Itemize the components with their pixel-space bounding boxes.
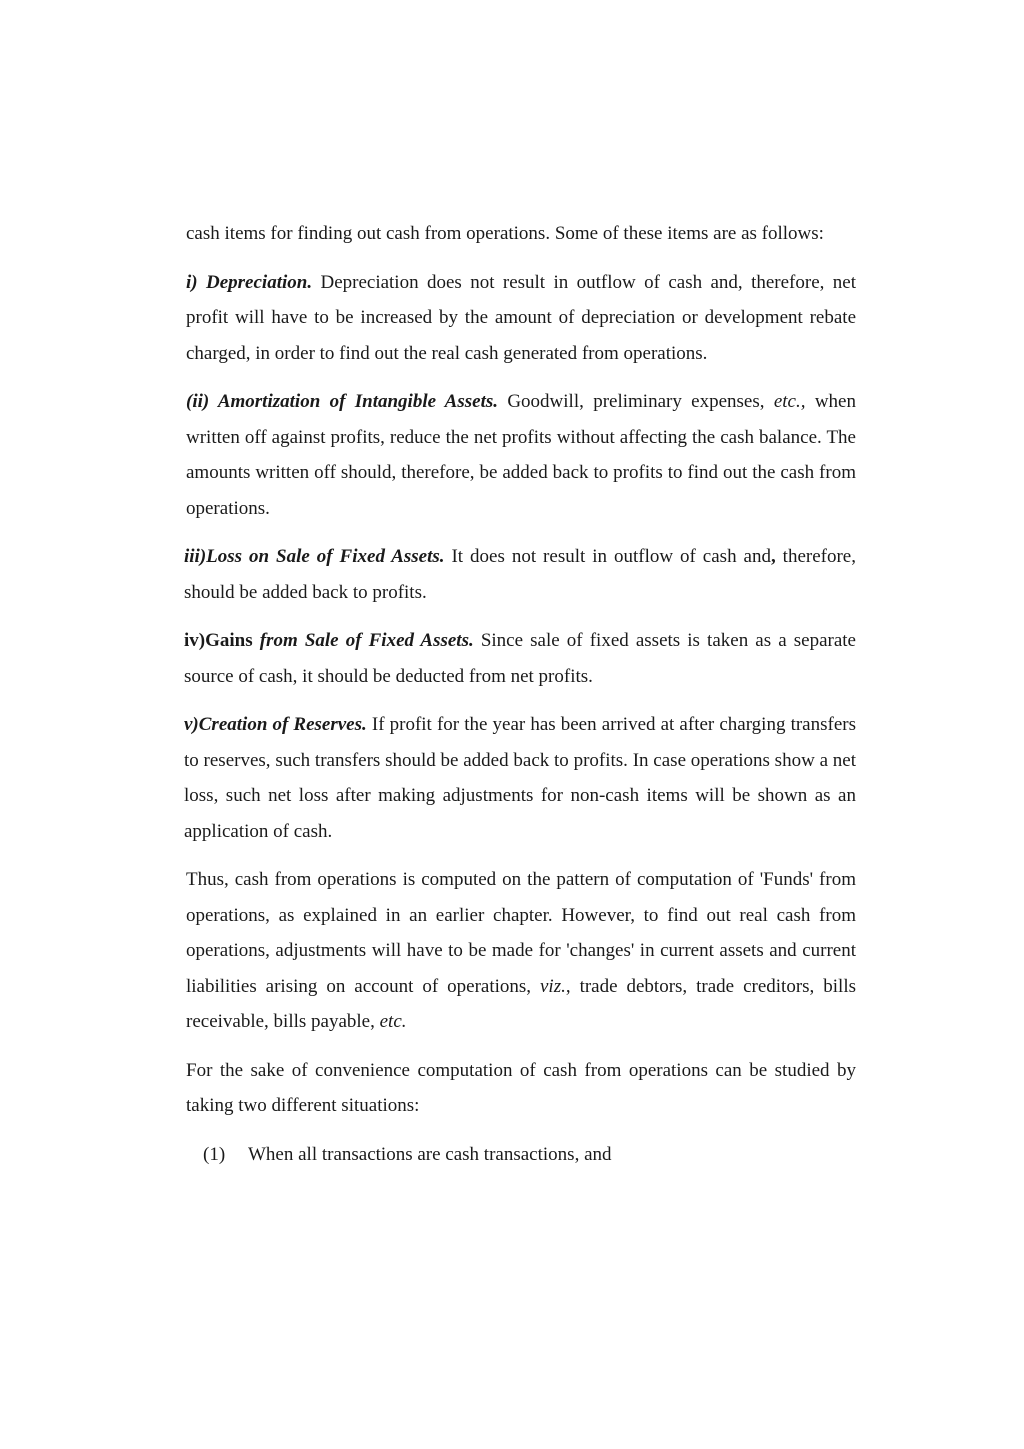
intro-paragraph bbox=[186, 216, 856, 252]
situation-list-item bbox=[203, 1137, 856, 1173]
item-text: If profit for the year has been arrived at after charging transfers to reserves, such transfers should be added back to profits. In case operations show a net loss, such net loss after making adjustments for non-cash items will be shown as an application of cash. bbox=[184, 714, 856, 842]
item-text-italic: etc., bbox=[773, 391, 806, 412]
item-text-bold: , bbox=[770, 546, 776, 567]
thus-paragraph bbox=[186, 862, 856, 1040]
item-creation-of-reserves bbox=[184, 707, 856, 849]
thus-etc: etc. bbox=[379, 1011, 407, 1032]
item-amortization bbox=[186, 384, 856, 526]
thus-text: , trade debtors, trade creditors, bills receivable, bills payable, bbox=[186, 975, 856, 1032]
item-text: Goodwill, preliminary expenses, bbox=[498, 391, 774, 412]
item-text: Depreciation does not result in outflow of cash and, therefore, net profit will have to be increased by the amount of depreciation or development rebate charged, in order to find out the real cash generated from operations. bbox=[186, 271, 856, 364]
item-heading: i) Depreciation. bbox=[186, 271, 313, 293]
item-heading: v)Creation of Reserves. bbox=[184, 714, 367, 735]
convenience-paragraph bbox=[186, 1053, 856, 1124]
intro-text: cash items for finding out cash from operations. Some of these items are as follows: bbox=[186, 223, 824, 244]
item-text: when written off against profits, reduce the net profits without affecting the cash balance. The amounts written off should, therefore, be added back to profits to find out the cash from operations. bbox=[186, 391, 856, 519]
thus-viz: viz. bbox=[540, 975, 566, 997]
item-text: It does not result in outflow of cash and bbox=[444, 546, 771, 567]
item-heading: from Sale of Fixed Assets. bbox=[252, 630, 474, 651]
document-page bbox=[186, 216, 856, 1172]
list-number: (1) bbox=[203, 1143, 226, 1165]
item-loss-on-sale bbox=[184, 539, 856, 610]
item-text: Since sale of fixed assets is taken as a separate source of cash, it should be deducted from net profits. bbox=[184, 630, 856, 687]
convenience-text: For the sake of convenience computation of cash from operations can be studied by taking two different situations: bbox=[186, 1059, 856, 1116]
list-text: When all transactions are cash transactions, and bbox=[248, 1143, 612, 1165]
item-heading: (ii) Amortization of Intangible Assets. bbox=[186, 391, 498, 412]
item-text: therefore, should be added back to profits. bbox=[184, 546, 856, 603]
item-heading-bold: iv)Gains bbox=[184, 630, 253, 651]
item-heading: iii)Loss on Sale of Fixed Assets. bbox=[184, 546, 445, 567]
thus-text: Thus, cash from operations is computed on the pattern of computation of 'Funds' from operations, as explained in an earlier chapter. However, to find out real cash from operations, adjustments will have to be made for 'changes' in current assets and current liabilities arising on account of operations, bbox=[186, 869, 856, 997]
item-depreciation bbox=[186, 265, 856, 372]
item-gains-from-sale bbox=[184, 623, 856, 694]
